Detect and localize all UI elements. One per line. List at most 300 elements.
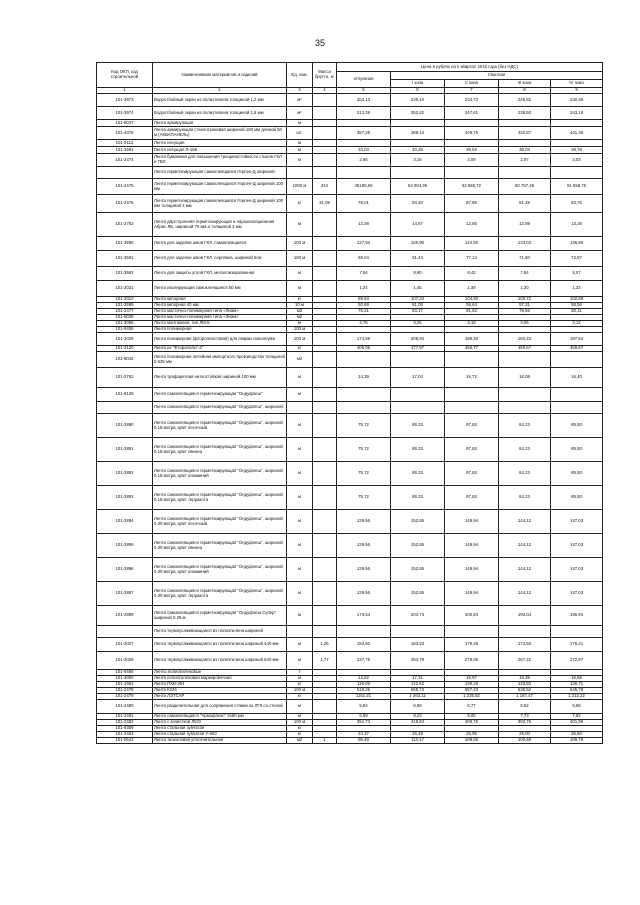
- name-cell: Лента термоусаживающаяся из полиэтилена шириной: [153, 626, 287, 638]
- zone-3-price-cell: 16,08: [499, 368, 551, 388]
- zone-1-price-cell: 40,25: [391, 147, 445, 154]
- zone-2-price-cell: 87,63: [445, 486, 499, 510]
- release-price-cell: 50,69: [337, 303, 391, 309]
- zone-1-price-cell: 152,85: [391, 582, 445, 606]
- code-cell: 101-2894: [97, 510, 153, 534]
- zone-2-price-cell: [445, 140, 499, 147]
- code-cell: 101-3056: [97, 321, 153, 327]
- zone-2-price-cell: 149,94: [445, 558, 499, 582]
- name-cell: Лента монтажная, тип ЛМ-5: [153, 321, 287, 327]
- zone-2-price-cell: 16,72: [445, 368, 499, 388]
- release-price-cell: 1,24: [337, 281, 391, 297]
- code-cell: [97, 402, 153, 414]
- zone-4-price-cell: 80,11: [551, 309, 603, 315]
- zone-4-price-cell: 147,03: [551, 582, 603, 606]
- zone-4-price-cell: 85,93: [551, 414, 603, 438]
- zone-4-price-cell: 136,71: [551, 682, 603, 688]
- zone-3-price-cell: 144,12: [499, 582, 551, 606]
- unit-cell: м: [287, 510, 313, 534]
- zone-2-price-cell: [445, 388, 499, 402]
- name-cell: Лента самоклеящаяся герметизирующая "Ондуфлеш": [153, 388, 287, 402]
- zone-4-price-cell: 83,76: [551, 195, 603, 213]
- table-row: [97, 237, 603, 251]
- zone-4-price-cell: 243,19: [551, 107, 603, 120]
- unit-cell: 100 м: [287, 333, 313, 346]
- unit-cell: кг: [287, 694, 313, 700]
- zone-1-price-cell: 252,42: [391, 107, 445, 120]
- zone-1-price-cell: 284,79: [391, 652, 445, 670]
- zone-4-price-cell: 3,12: [551, 321, 603, 327]
- zone-4-price-cell: [551, 388, 603, 402]
- zone-3-price-cell: 38,03: [499, 147, 551, 154]
- zone-1-price-cell: 3,25: [391, 321, 445, 327]
- unit-cell: м: [287, 154, 313, 167]
- unit-cell: кг: [287, 732, 313, 738]
- zone-2-price-cell: 77,14: [445, 251, 499, 267]
- zone-4-price-cell: 58,55: [551, 303, 603, 309]
- code-cell: 101-1951: [97, 682, 153, 688]
- table-row: [97, 333, 603, 346]
- table-row: [97, 154, 603, 167]
- code-cell: 101-3973: [97, 94, 153, 107]
- zone-3-price-cell: 100,72: [499, 297, 551, 303]
- mass-cell: [313, 154, 337, 167]
- code-cell: 101-9037: [97, 120, 153, 127]
- code-cell: 101-2479: [97, 694, 153, 700]
- zone-3-price-cell: 182,23: [499, 333, 551, 346]
- zone-3-price-cell: 84,23: [499, 462, 551, 486]
- mass-cell: [313, 352, 337, 368]
- mass-cell: [313, 486, 337, 510]
- release-price-cell: 75,72: [337, 486, 391, 510]
- zone-1-price-cell: 113,17: [391, 738, 445, 744]
- column-index: 6: [391, 88, 445, 94]
- zone-3-price-cell: 432,87: [499, 127, 551, 140]
- zone-1-price-cell: 477,97: [391, 346, 445, 352]
- code-cell: 101-2897: [97, 582, 153, 606]
- zone-4-price-cell: 459,67: [551, 346, 603, 352]
- release-price-cell: 75,72: [337, 438, 391, 462]
- release-price-cell: 129,56: [337, 582, 391, 606]
- code-cell: 101-9039: [97, 315, 153, 321]
- release-price-cell: 75,72: [337, 462, 391, 486]
- release-price-cell: 14,62: [337, 676, 391, 682]
- zone-2-price-cell: 16,97: [445, 676, 499, 682]
- zone-4-price-cell: 85,93: [551, 462, 603, 486]
- zone-2-price-cell: 449,76: [445, 127, 499, 140]
- release-price-cell: [337, 120, 391, 127]
- zone-3-price-cell: 172,50: [499, 638, 551, 652]
- unit-cell: шт.: [287, 127, 313, 140]
- header-release-price: отпускная: [337, 72, 391, 88]
- zone-2-price-cell: 8,05: [445, 714, 499, 720]
- unit-cell: м: [287, 486, 313, 510]
- zone-4-price-cell: 230,36: [551, 94, 603, 107]
- unit-cell: м2: [287, 309, 313, 315]
- zone-1-price-cell: [391, 402, 445, 414]
- code-cell: 101-2893: [97, 486, 153, 510]
- release-price-cell: 202,13: [337, 94, 391, 107]
- zone-4-price-cell: 16,66: [551, 676, 603, 682]
- release-price-cell: 387,28: [337, 127, 391, 140]
- name-cell: Лента стальная зубчатая У-653: [153, 732, 287, 738]
- mass-cell: [313, 388, 337, 402]
- zone-1-price-cell: 8,23: [391, 714, 445, 720]
- mass-cell: [313, 333, 337, 346]
- zone-2-price-cell: 196,49: [445, 333, 499, 346]
- zone-2-price-cell: 59,64: [445, 303, 499, 309]
- mass-cell: [313, 267, 337, 281]
- zone-3-price-cell: 3,06: [499, 321, 551, 327]
- unit-cell: 100 м: [287, 237, 313, 251]
- zone-3-price-cell: 133,03: [499, 237, 551, 251]
- name-cell: Лента самоклеящаяся герметизирующая "Ондуфлеш", шириной 0,30 метра, цвет алюминий: [153, 558, 287, 582]
- zone-2-price-cell: [445, 352, 499, 368]
- mass-cell: [313, 626, 337, 638]
- mass-cell: [313, 558, 337, 582]
- release-price-cell: [337, 140, 391, 147]
- mass-cell: [313, 402, 337, 414]
- unit-cell: м: [287, 213, 313, 237]
- zone-1-price-cell: 142,62: [391, 682, 445, 688]
- column-index: 7: [445, 88, 499, 94]
- table-row: [97, 738, 603, 744]
- zone-4-price-cell: 73,87: [551, 251, 603, 267]
- zone-4-price-cell: [551, 352, 603, 368]
- mass-cell: [313, 251, 337, 267]
- name-cell: Лента термоусаживающаяся из полиэтилена шириной 440 мм: [153, 638, 287, 652]
- zone-1-price-cell: 152,85: [391, 510, 445, 534]
- zone-2-price-cell: 52 865,72: [445, 179, 499, 195]
- release-price-cell: 237,79: [337, 652, 391, 670]
- release-price-cell: [337, 402, 391, 414]
- name-cell: Лента стальная зубчатая: [153, 726, 287, 732]
- mass-cell: [313, 606, 337, 626]
- name-cell: Лента армирующая стеклотканевая шириной 100 мм длиной 50 м (АКВАПАНЕЛЬ): [153, 127, 287, 140]
- zone-1-price-cell: [391, 352, 445, 368]
- zone-4-price-cell: [551, 120, 603, 127]
- zone-3-price-cell: 84,23: [499, 438, 551, 462]
- name-cell: Лента самоклеящаяся герметизирующая "Ондуфлеш", шириной 0,30 метра, цвет свинец: [153, 534, 287, 558]
- release-price-cell: 96,49: [337, 738, 391, 744]
- name-cell: Лента с зачисткой ЛМЭ: [153, 720, 287, 726]
- zone-1-price-cell: 89,33: [391, 438, 445, 462]
- release-price-cell: 14,39: [337, 368, 391, 388]
- name-cell: Лента К226: [153, 688, 287, 694]
- zone-1-price-cell: 89,33: [391, 462, 445, 486]
- zone-1-price-cell: 17,04: [391, 368, 445, 388]
- code-cell: 101-2025: [97, 333, 153, 346]
- code-cell: 101-3974: [97, 107, 153, 120]
- zone-2-price-cell: 25,96: [445, 732, 499, 738]
- release-price-cell: 69,04: [337, 251, 391, 267]
- zone-1-price-cell: [391, 626, 445, 638]
- name-cell: Лента мастично-полимерная типа «Лиам»: [153, 309, 287, 315]
- mass-cell: [313, 700, 337, 714]
- unit-cell: м: [287, 558, 313, 582]
- code-cell: 101-2474: [97, 154, 153, 167]
- name-cell: Лента ПХВ-304: [153, 682, 287, 688]
- zone-1-price-cell: 8,90: [391, 267, 445, 281]
- zone-4-price-cell: 7,92: [551, 714, 603, 720]
- zone-4-price-cell: 109,79: [551, 738, 603, 744]
- name-cell: Лента из "Фторопласт-4": [153, 346, 287, 352]
- zone-1-price-cell: 89,33: [391, 414, 445, 438]
- zone-1-price-cell: 1 263,11: [391, 694, 445, 700]
- name-cell: Лента полиэтиленовая маркировочная: [153, 676, 287, 682]
- zone-4-price-cell: 51 658,76: [551, 179, 603, 195]
- zone-2-price-cell: 1 235,82: [445, 694, 499, 700]
- zone-2-price-cell: 200,84: [445, 606, 499, 626]
- table-row: [97, 510, 603, 534]
- zone-3-price-cell: 25,00: [499, 732, 551, 738]
- zone-1-price-cell: 239,10: [391, 94, 445, 107]
- code-cell: 101-2480: [97, 700, 153, 714]
- unit-cell: 100 м: [287, 688, 313, 694]
- code-cell: 101-3050: [97, 676, 153, 682]
- unit-cell: м: [287, 714, 313, 720]
- zone-2-price-cell: [445, 402, 499, 414]
- table-row: [97, 626, 603, 638]
- zone-2-price-cell: [445, 167, 499, 179]
- release-price-cell: [337, 167, 391, 179]
- unit-cell: м: [287, 606, 313, 626]
- release-price-cell: 351,73: [337, 720, 391, 726]
- unit-cell: кг: [287, 682, 313, 688]
- name-cell: Водоотбойный экран из полиэтилена толщиной 1,6 мм: [153, 107, 287, 120]
- name-cell: Лента самоклеящаяся герметизирующая "Ондуфлеш Супер" шириной 0,28 м: [153, 606, 287, 626]
- zone-4-price-cell: [551, 167, 603, 179]
- zone-3-price-cell: 225,92: [499, 94, 551, 107]
- release-price-cell: 519,26: [337, 688, 391, 694]
- unit-cell: м: [287, 368, 313, 388]
- unit-cell: м: [287, 652, 313, 670]
- unit-cell: [287, 167, 313, 179]
- zone-4-price-cell: 102,88: [551, 297, 603, 303]
- name-cell: Лента самоклеящаяся герметизирующая "Ондуфлеш", шириной 0,15 метра, цвет терракота: [153, 486, 287, 510]
- table-row: [97, 120, 603, 127]
- unit-cell: м: [287, 120, 313, 127]
- name-cell: Лента самоклеящаяся герметизирующая "Ондуфлеш", шириной 0,30 метра, цвет песочный: [153, 510, 287, 534]
- header-zone-1: I зона: [391, 80, 445, 88]
- zone-2-price-cell: 108,66: [445, 738, 499, 744]
- zone-2-price-cell: 278,06: [445, 652, 499, 670]
- zone-1-price-cell: 458,14: [391, 127, 445, 140]
- zone-4-price-cell: 136,86: [551, 237, 603, 251]
- zone-3-price-cell: 393,76: [499, 720, 551, 726]
- zone-2-price-cell: 87,63: [445, 414, 499, 438]
- unit-cell: м: [287, 534, 313, 558]
- mass-cell: [313, 414, 337, 438]
- name-cell: Лента двусторонняя герметизирующая и пароизоляционная Абрис ЛБ, шириной 70 мм и толщиной 2 мм: [153, 213, 287, 237]
- unit-cell: м²: [287, 107, 313, 120]
- zone-2-price-cell: 466,77: [445, 346, 499, 352]
- mass-cell: [313, 213, 337, 237]
- release-price-cell: [337, 626, 391, 638]
- code-cell: 101-9042: [97, 352, 153, 368]
- zone-1-price-cell: 54 004,39: [391, 179, 445, 195]
- zone-2-price-cell: 3,18: [445, 321, 499, 327]
- table-row: [97, 462, 603, 486]
- header-estimate: Сметная: [391, 72, 603, 80]
- zone-4-price-cell: 545,78: [551, 688, 603, 694]
- zone-1-price-cell: 14,67: [391, 213, 445, 237]
- table-row: [97, 534, 603, 558]
- release-price-cell: 5,84: [337, 700, 391, 714]
- mass-cell: [313, 167, 337, 179]
- zone-1-price-cell: 6,89: [391, 700, 445, 714]
- zone-1-price-cell: 1,45: [391, 281, 445, 297]
- unit-cell: м: [287, 388, 313, 402]
- zone-4-price-cell: [551, 140, 603, 147]
- header-unit: Ед. изм.: [287, 63, 313, 88]
- mass-cell: 424: [313, 179, 337, 195]
- name-cell: Лента герметизирующая самоклеящаяся Герлен-Д шириной: [153, 167, 287, 179]
- table-row: [97, 147, 603, 154]
- release-price-cell: 213,39: [337, 107, 391, 120]
- unit-cell: м: [287, 140, 313, 147]
- code-cell: 101-2010: [97, 297, 153, 303]
- zone-4-price-cell: [551, 626, 603, 638]
- name-cell: Лента самоклеящаяся герметизирующая "Ондуфлеш", шириной:: [153, 402, 287, 414]
- zone-4-price-cell: 1 212,22: [551, 694, 603, 700]
- mass-cell: [313, 107, 337, 120]
- code-cell: 101-3120: [97, 346, 153, 352]
- zone-2-price-cell: 179,49: [445, 638, 499, 652]
- zone-3-price-cell: 1,30: [499, 281, 551, 297]
- release-price-cell: 129,56: [337, 558, 391, 582]
- release-price-cell: 78,01: [337, 195, 391, 213]
- name-cell: Лента термоусаживающаяся из полиэтилена шириной 640 мм: [153, 652, 287, 670]
- zone-2-price-cell: [445, 120, 499, 127]
- release-price-cell: 174,68: [337, 333, 391, 346]
- code-cell: 101-2762: [97, 368, 153, 388]
- code-cell: 101-9466: [97, 670, 153, 676]
- header-price-title: Цена в рублях на II квартал 2016 года (без НДС): [337, 63, 603, 72]
- zone-3-price-cell: 2,97: [499, 154, 551, 167]
- code-cell: 101-2482: [97, 720, 153, 726]
- column-index: 4: [313, 88, 337, 94]
- mass-cell: [313, 534, 337, 558]
- release-price-cell: 6,59: [337, 714, 391, 720]
- unit-cell: [287, 626, 313, 638]
- table-row: [97, 558, 603, 582]
- table-row: [97, 213, 603, 237]
- zone-3-price-cell: 133,83: [499, 682, 551, 688]
- code-cell: 101-2478: [97, 688, 153, 694]
- mass-cell: [313, 462, 337, 486]
- zone-3-price-cell: 57,31: [499, 303, 551, 309]
- zone-4-price-cell: 16,40: [551, 368, 603, 388]
- release-price-cell: 76,21: [337, 309, 391, 315]
- release-price-cell: 12,38: [337, 213, 391, 237]
- release-price-cell: 129,56: [337, 534, 391, 558]
- code-cell: 101-9308: [97, 726, 153, 732]
- code-cell: [97, 626, 153, 638]
- zone-1-price-cell: 152,85: [391, 558, 445, 582]
- zone-2-price-cell: 6,77: [445, 700, 499, 714]
- release-price-cell: 7,54: [337, 267, 391, 281]
- zone-3-price-cell: 1 187,47: [499, 694, 551, 700]
- code-cell: 101-3592: [97, 267, 153, 281]
- table-row: [97, 582, 603, 606]
- table-row: [97, 414, 603, 438]
- column-index: 9: [551, 88, 603, 94]
- table-row: [97, 127, 603, 140]
- code-cell: 101-3595: [97, 303, 153, 309]
- code-cell: 101-2890: [97, 414, 153, 438]
- table-row: [97, 140, 603, 147]
- name-cell: Лента для защиты углов ГКЛ, металлизированная: [153, 267, 287, 281]
- zone-3-price-cell: 144,12: [499, 534, 551, 558]
- zone-1-price-cell: 81,44: [391, 251, 445, 267]
- name-cell: Лента полимерная (фторопластовая) для сварки линолеума: [153, 333, 287, 346]
- name-cell: Лента кипорная: [153, 297, 287, 303]
- release-price-cell: 405,05: [337, 346, 391, 352]
- zone-2-price-cell: 142,92: [445, 237, 499, 251]
- zone-2-price-cell: 1,39: [445, 281, 499, 297]
- zone-3-price-cell: [499, 167, 551, 179]
- zone-4-price-cell: 272,97: [551, 652, 603, 670]
- name-cell: Лента герметизирующая самоклеящаяся Герлен-Д шириной 100 мм толщиной 3 мм: [153, 195, 287, 213]
- zone-3-price-cell: 193,04: [499, 606, 551, 626]
- zone-2-price-cell: 87,63: [445, 438, 499, 462]
- unit-cell: 100 м: [287, 720, 313, 726]
- zone-3-price-cell: [499, 352, 551, 368]
- zone-1-price-cell: [391, 140, 445, 147]
- name-cell: Ленты полиэтиленовые: [153, 670, 287, 676]
- mass-cell: [313, 140, 337, 147]
- column-index: 1: [97, 88, 153, 94]
- zone-3-price-cell: 238,50: [499, 107, 551, 120]
- mass-cell: [313, 127, 337, 140]
- name-cell: Лента самоклеящаяся герметизирующая "Ондуфлеш", шириной 0,30 метра, цвет терракота: [153, 582, 287, 606]
- zone-1-price-cell: 152,85: [391, 534, 445, 558]
- name-cell: Лента полимерная литейная импортного производства толщиной 0,635 мм: [153, 352, 287, 368]
- release-price-cell: 75,72: [337, 414, 391, 438]
- zone-4-price-cell: 401,96: [551, 720, 603, 726]
- mass-cell: [313, 438, 337, 462]
- code-cell: 101-2481: [97, 714, 153, 720]
- release-price-cell: 129,56: [337, 510, 391, 534]
- unit-cell: м: [287, 438, 313, 462]
- zone-3-price-cell: 267,22: [499, 652, 551, 670]
- name-cell: Лента герметизирующая самоклеящаяся Герлен-Д шириной 100 мм: [153, 179, 287, 195]
- release-price-cell: 45190,66: [337, 179, 391, 195]
- code-cell: 101-9139: [97, 388, 153, 402]
- table-row: [97, 267, 603, 281]
- table-row: [97, 94, 603, 107]
- header-mass: Масса брутто, кг: [313, 63, 337, 88]
- mass-cell: 1,25: [313, 638, 337, 652]
- zone-2-price-cell: 557,43: [445, 688, 499, 694]
- mass-cell: 1: [313, 738, 337, 744]
- zone-1-price-cell: 204,73: [391, 606, 445, 626]
- code-cell: 101-4376: [97, 127, 153, 140]
- code-cell: 101-9456: [97, 327, 153, 333]
- table-row: [97, 652, 603, 670]
- unit-cell: м: [287, 147, 313, 154]
- release-price-cell: 34,03: [337, 147, 391, 154]
- code-cell: 101-2031: [97, 281, 153, 297]
- zone-2-price-cell: 149,94: [445, 510, 499, 534]
- unit-cell: м: [287, 321, 313, 327]
- unit-cell: кг: [287, 726, 313, 732]
- zone-1-price-cell: 93,20: [391, 195, 445, 213]
- name-cell: Лента самоклеящаяся герметизирующая "Ондуфлеш", шириной 0,15 метра, цвет песочный: [153, 414, 287, 438]
- release-price-cell: 118,09: [337, 682, 391, 688]
- header-code: Код ОКП, код строительной: [97, 63, 153, 88]
